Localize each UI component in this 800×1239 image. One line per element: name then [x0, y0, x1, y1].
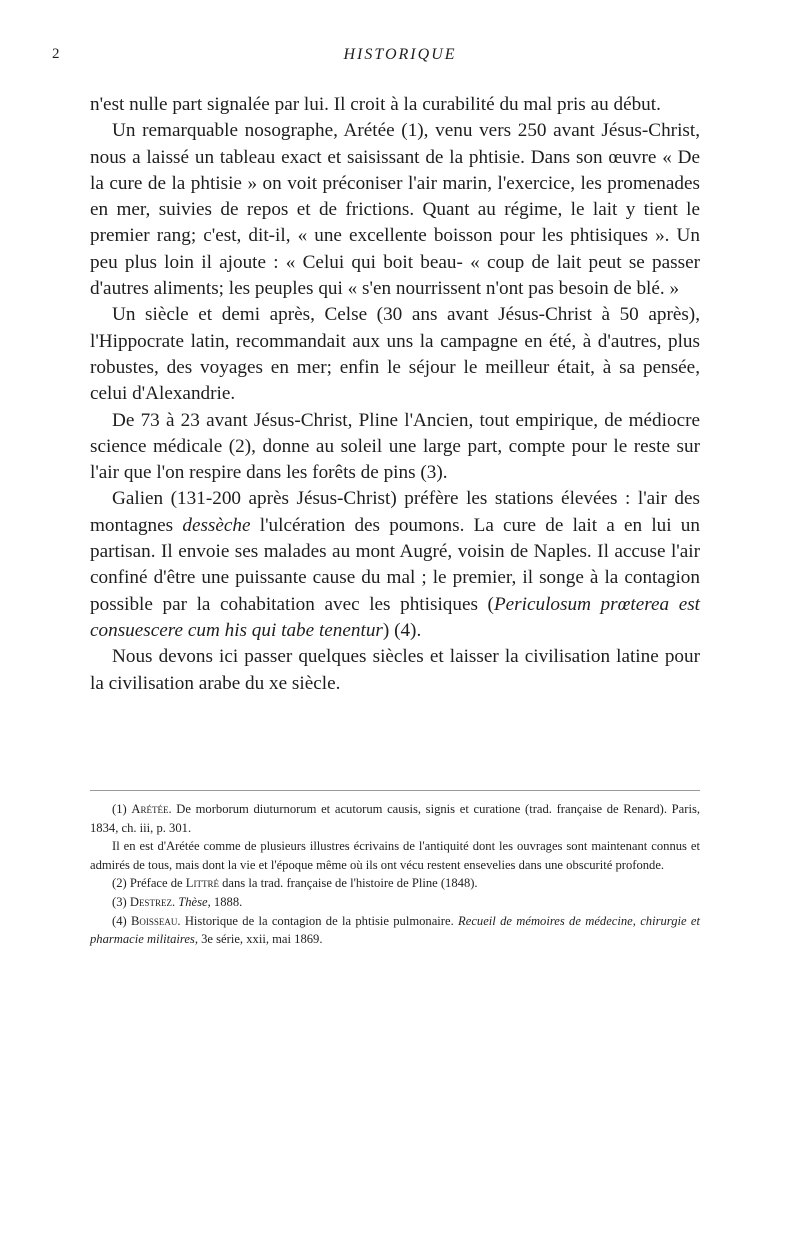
- footnote-1: [90, 800, 700, 837]
- footnote-2-after: dans la trad. française de l'histoire de Pline (1848).: [218, 876, 478, 891]
- galien-emphasis: dessèche: [182, 514, 251, 536]
- footnote-1-author: Arétée: [131, 802, 169, 816]
- footnote-2-author: Littré: [185, 876, 219, 891]
- footnote-4-author: Boisseau: [130, 913, 178, 928]
- footnote-4: [90, 912, 700, 949]
- footnote-4-before: (4): [112, 913, 131, 928]
- footnote-3-dot: .: [171, 894, 179, 909]
- footnotes: [90, 800, 700, 949]
- paragraph-pline: De 73 à 23 avant Jésus-Christ, Pline l'Ancien, tout empirique, de médiocre science médicale (2), donne au soleil une large part, compte pour le reste sur l'air que l'on respire dans les forêts de pins (3).: [90, 409, 700, 484]
- footnote-4-after: , 3e série, xxii, mai 1869.: [194, 932, 323, 947]
- galien-latin-quote: Periculosum prœterea est consuescere cum his qui tabe tenentur: [90, 593, 701, 641]
- paragraph-celse: Un siècle et demi après, Celse (30 ans avant Jésus-Christ à 50 après), l'Hippocrate latin, recommandait aux uns la campagne en été, à d'autres, plus robustes, des voyages en mer; enfin le séjour le meilleur était, à sa pensée, celui d'Alexandrie.: [90, 304, 700, 405]
- footnote-1-note: Il en est d'Arétée comme de plusieurs illustres écrivains de l'antiquité dont les ouvrages sont maintenant connus et admirés de tous, mais dont la vie et l'époque même où ils ont vécu restent ensevelies dans une obscurité profonde.: [90, 839, 700, 872]
- footnote-1-text: . De morborum diuturnorum et acutorum causis, signis et curatione (trad. française de Renard). Paris, 1834, ch. iii, p. 301.: [90, 802, 700, 835]
- page-header: [0, 46, 800, 76]
- footnote-3: [90, 893, 700, 912]
- footnote-3-author: Destrez: [129, 894, 172, 909]
- footnote-3-before: (3): [112, 894, 130, 909]
- paragraph-galien: [90, 486, 700, 644]
- page-number: 2: [52, 46, 60, 62]
- galien-text-3: ) (4).: [382, 619, 422, 641]
- galien-text-2: l'ulcération des poumons. La cure de lait a en lui un partisan. Il envoie ses malades au mont Augré, voisin de Naples. Il accuse l'air confiné d'être une puissante cause du mal ; le premier, il songe à la contagion possible par la cohabitation avec les phtisiques (: [90, 514, 700, 615]
- galien-text-1: Galien (131-200 après Jésus-Christ) préfère les stations élevées : l'air des montagnes: [90, 488, 700, 536]
- footnote-3-title: Thèse: [178, 894, 208, 909]
- footnote-4-mid: . Historique de la contagion de la phtisie pulmonaire.: [177, 913, 459, 928]
- footnote-divider: [90, 790, 700, 791]
- body-text: [90, 92, 700, 697]
- paragraph-transition: Nous devons ici passer quelques siècles et laisser la civilisation latine pour la civilisation arabe du xe siècle.: [90, 646, 700, 694]
- paragraph-aretee: Un remarquable nosographe, Arétée (1), venu vers 250 avant Jésus-Christ, nous a laissé un tableau exact et saisissant de la phtisie. Dans son œuvre « De la cure de la phtisie » on voit préconiser l'air marin, l'exercice, les promenades en mer, suivies de repos et de frictions. Quant au régime, le lait y tient le premier rang; c'est, dit-il, « une excellente boisson pour les phtisiques ». Un peu plus loin il ajoute : « Celui qui boit beau- « coup de lait peut se passer d'autres aliments; les peuples qui « s'en nourrissent n'ont pas besoin de blé. »: [90, 120, 700, 300]
- footnote-2: [90, 874, 700, 893]
- paragraph-continuation: n'est nulle part signalée par lui. Il croit à la curabilité du mal pris au début.: [90, 94, 661, 115]
- running-head: HISTORIQUE: [343, 46, 457, 63]
- footnote-2-before: (2) Préface de: [112, 876, 186, 891]
- footnote-1-number: (1): [112, 802, 132, 816]
- footnote-4-title: Recueil de mémoires de médecine, chirurgie et pharmacie militaires: [90, 913, 700, 947]
- footnote-3-after: , 1888.: [207, 894, 243, 909]
